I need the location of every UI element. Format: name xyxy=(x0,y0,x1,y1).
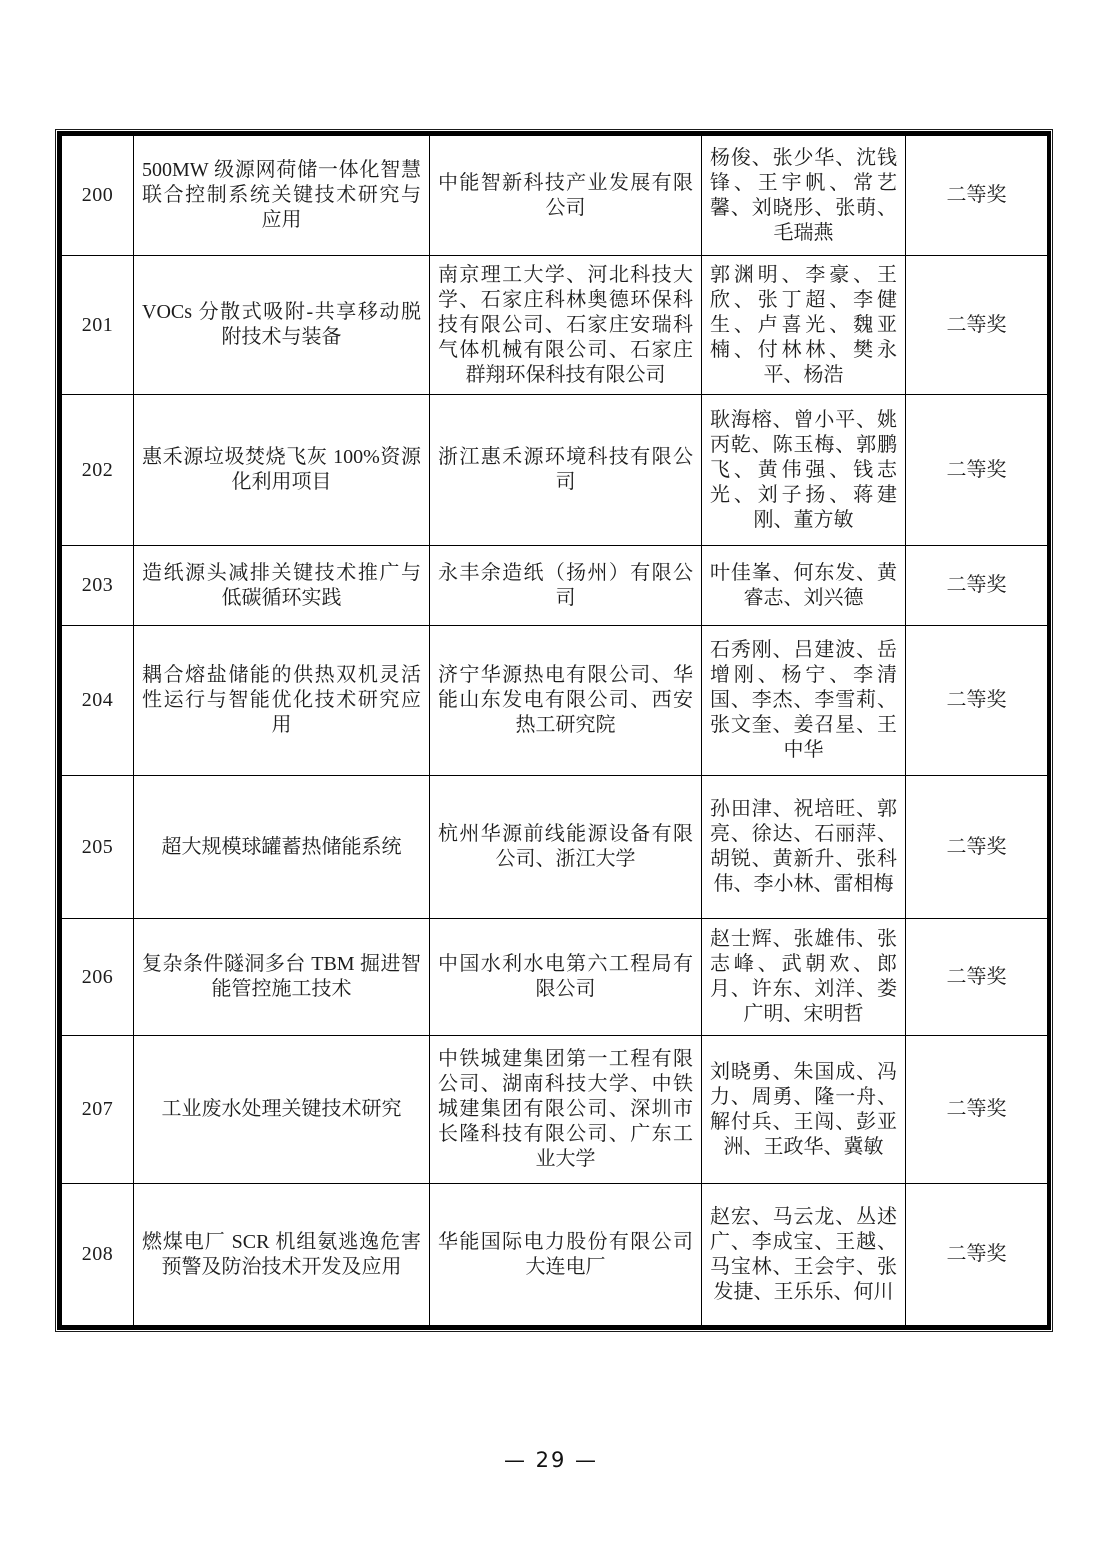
project-name-cell: 耦合熔盐储能的供热双机灵活性运行与智能优化技术研究应用 xyxy=(134,626,430,776)
organizations-cell: 杭州华源前线能源设备有限公司、浙江大学 xyxy=(430,776,702,919)
awardees-cell: 叶佳峯、何东发、黄睿志、刘兴德 xyxy=(702,546,906,626)
table-row xyxy=(62,136,1048,256)
awardees-cell: 郭渊明、李豪、王欣、张丁超、李健生、卢喜光、魏亚楠、付林林、樊永平、杨浩 xyxy=(702,256,906,395)
awardees-cell: 赵士辉、张雄伟、张志峰、武朝欢、郎月、许东、刘洋、娄广明、宋明哲 xyxy=(702,919,906,1036)
awards-table-body xyxy=(62,136,1048,1326)
table-row xyxy=(62,1184,1048,1326)
organizations-cell: 南京理工大学、河北科技大学、石家庄科林奥德环保科技有限公司、石家庄安瑞科气体机械有限公司、石家庄群翔环保科技有限公司 xyxy=(430,256,702,395)
row-number-cell: 208 xyxy=(62,1184,134,1326)
page-number: — 29 — xyxy=(503,1448,599,1472)
awardees-cell: 刘晓勇、朱国成、冯力、周勇、隆一舟、解付兵、王闯、彭亚洲、王政华、冀敏 xyxy=(702,1036,906,1184)
table-row xyxy=(62,626,1048,776)
table-row xyxy=(62,256,1048,395)
row-number-cell: 204 xyxy=(62,626,134,776)
awardees-cell: 赵宏、马云龙、丛述广、李成宝、王越、马宝林、王会宇、张发捷、王乐乐、何川 xyxy=(702,1184,906,1326)
award-level-cell: 二等奖 xyxy=(906,626,1048,776)
awards-table-frame xyxy=(57,131,1051,1330)
award-level-cell: 二等奖 xyxy=(906,1036,1048,1184)
organizations-cell: 浙江惠禾源环境科技有限公司 xyxy=(430,395,702,546)
row-number-cell: 203 xyxy=(62,546,134,626)
row-number-cell: 202 xyxy=(62,395,134,546)
project-name-cell: 惠禾源垃圾焚烧飞灰 100%资源化利用项目 xyxy=(134,395,430,546)
awardees-cell: 石秀刚、吕建波、岳增刚、杨宁、李清国、李杰、李雪莉、张文奎、姜召星、王中华 xyxy=(702,626,906,776)
organizations-cell: 中能智新科技产业发展有限公司 xyxy=(430,136,702,256)
table-row xyxy=(62,919,1048,1036)
table-row xyxy=(62,1036,1048,1184)
organizations-cell: 永丰余造纸（扬州）有限公司 xyxy=(430,546,702,626)
award-level-cell: 二等奖 xyxy=(906,256,1048,395)
table-row xyxy=(62,776,1048,919)
awards-table xyxy=(61,135,1048,1326)
project-name-cell: 工业废水处理关键技术研究 xyxy=(134,1036,430,1184)
project-name-cell: 造纸源头减排关键技术推广与低碳循环实践 xyxy=(134,546,430,626)
project-name-cell: 燃煤电厂 SCR 机组氨逃逸危害预警及防治技术开发及应用 xyxy=(134,1184,430,1326)
table-row xyxy=(62,395,1048,546)
row-number-cell: 205 xyxy=(62,776,134,919)
project-name-cell: 500MW 级源网荷储一体化智慧联合控制系统关键技术研究与应用 xyxy=(134,136,430,256)
project-name-cell: 超大规模球罐蓄热储能系统 xyxy=(134,776,430,919)
table-row xyxy=(62,546,1048,626)
awardees-cell: 孙田津、祝培旺、郭亮、徐达、石丽萍、胡锐、黄新升、张科伟、李小林、雷相梅 xyxy=(702,776,906,919)
award-level-cell: 二等奖 xyxy=(906,776,1048,919)
award-level-cell: 二等奖 xyxy=(906,546,1048,626)
award-level-cell: 二等奖 xyxy=(906,395,1048,546)
awardees-cell: 杨俊、张少华、沈钱锋、王宇帆、常艺馨、刘晓彤、张萌、毛瑞燕 xyxy=(702,136,906,256)
project-name-cell: VOCs 分散式吸附-共享移动脱附技术与装备 xyxy=(134,256,430,395)
row-number-cell: 200 xyxy=(62,136,134,256)
awardees-cell: 耿海榕、曾小平、姚丙乾、陈玉梅、郭鹏飞、黄伟强、钱志光、刘子扬、蒋建刚、董方敏 xyxy=(702,395,906,546)
award-level-cell: 二等奖 xyxy=(906,1184,1048,1326)
award-level-cell: 二等奖 xyxy=(906,919,1048,1036)
row-number-cell: 207 xyxy=(62,1036,134,1184)
organizations-cell: 华能国际电力股份有限公司大连电厂 xyxy=(430,1184,702,1326)
project-name-cell: 复杂条件隧洞多台 TBM 掘进智能管控施工技术 xyxy=(134,919,430,1036)
organizations-cell: 中铁城建集团第一工程有限公司、湖南科技大学、中铁城建集团有限公司、深圳市长隆科技有限公司、广东工业大学 xyxy=(430,1036,702,1184)
organizations-cell: 济宁华源热电有限公司、华能山东发电有限公司、西安热工研究院 xyxy=(430,626,702,776)
organizations-cell: 中国水利水电第六工程局有限公司 xyxy=(430,919,702,1036)
award-level-cell: 二等奖 xyxy=(906,136,1048,256)
row-number-cell: 201 xyxy=(62,256,134,395)
page-footer xyxy=(0,1448,1102,1472)
row-number-cell: 206 xyxy=(62,919,134,1036)
